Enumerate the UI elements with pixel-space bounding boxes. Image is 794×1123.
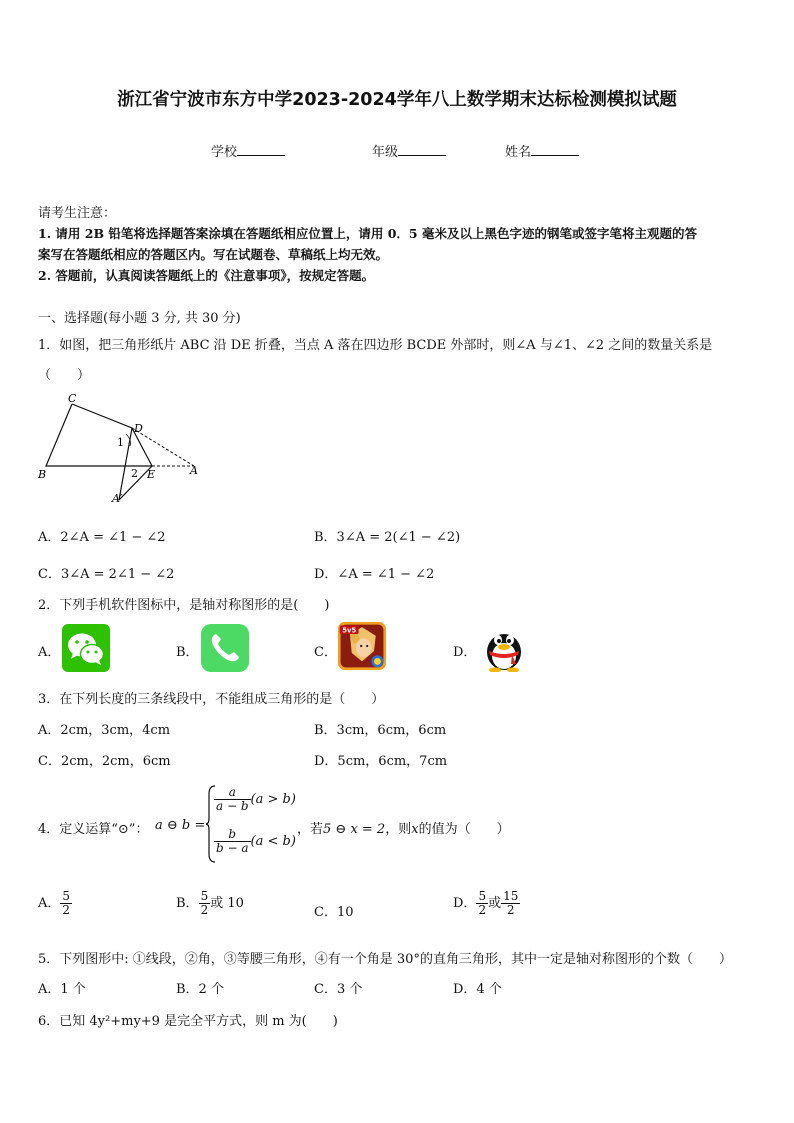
fig-label-a-prime: A′: [112, 492, 123, 505]
q2-option-c-label: C．: [314, 645, 337, 660]
fig-label-c: C: [68, 392, 77, 405]
notice-line-1b: 案写在答题纸相应的答题区内。写在试题卷、草稿纸上均无效。: [38, 247, 389, 262]
school-field: 学校: [211, 141, 285, 160]
fig-label-a: A: [190, 464, 198, 477]
q5-option-d: D．4 个: [453, 982, 502, 997]
q4-case-2: $\frac{b}{b - a}$ (a < b): [216, 827, 296, 855]
game-badge-text: 5v5: [342, 626, 357, 635]
q5-option-a: A．1 个: [38, 982, 86, 997]
fig-label-b: B: [38, 468, 47, 481]
fig-label-2: 2: [131, 467, 138, 480]
q5-option-b: B．2 个: [176, 982, 224, 997]
q1-option-b: B．3∠A = 2(∠1 − ∠2): [314, 530, 461, 545]
qq-penguin-icon: [480, 624, 528, 672]
q2-option-a-label: A．: [38, 645, 61, 660]
q2-option-b-label: B．: [176, 645, 199, 660]
q1-paren: （ ）: [38, 368, 91, 383]
grade-field: 年级: [372, 141, 446, 160]
q3-option-a: A．2cm，3cm，4cm: [38, 723, 171, 738]
q3-option-b: B．3cm，6cm，6cm: [314, 723, 447, 738]
q1-stem: 1．如图，把三角形纸片 ABC 沿 DE 折叠，当点 A 落在四边形 BCDE 外部时，则∠A 与∠1、∠2 之间的数量关系是: [38, 338, 713, 353]
q4-option-d: D． $\frac{5}{2}$ 或 $\frac{15}{2}$: [453, 889, 519, 917]
q4-expression: a ⊖ b =: [155, 818, 206, 833]
fig-label-1: 1: [117, 436, 124, 449]
q4-case-1: $\frac{a}{a - b}$ (a > b): [216, 785, 296, 813]
q1-figure: [34, 390, 204, 510]
q4-option-b: B． $\frac{5}{2}$ 或 10: [176, 889, 244, 917]
q1-option-c: C．3∠A = 2∠1 − ∠2: [38, 567, 175, 582]
fig-label-d: D: [134, 422, 143, 435]
fig-label-e: E: [147, 468, 156, 481]
q4-lead: 4．定义运算“⊙”：: [38, 822, 149, 837]
game-icon: [338, 622, 386, 670]
q2-stem: 2．下列手机软件图标中，是轴对称图形的是( ): [38, 598, 330, 613]
notice-line-2: 2. 答题前，认真阅读答题纸上的《注意事项》，按规定答题。: [38, 268, 375, 283]
q3-stem: 3．在下列长度的三条线段中，不能组成三角形的是（ ）: [38, 692, 385, 707]
q3-option-c: C．2cm，2cm，6cm: [38, 754, 171, 769]
q6-stem: 6．已知 4y²+my+9 是完全平方式，则 m 为( ): [38, 1014, 338, 1029]
phone-icon: [201, 624, 249, 672]
q1-option-d: D．∠A = ∠1 − ∠2: [314, 567, 435, 582]
notice-line-1a: 1. 请用 2B 铅笔将选择题答案涂填在答题纸相应位置上，请用 0．5 毫米及以上黑色字迹的钢笔或签字笔将主观题的答: [38, 226, 697, 241]
q1-option-a: A．2∠A = ∠1 − ∠2: [38, 530, 166, 545]
q5-stem: 5．下列图形中: ①线段，②角，③等腰三角形，④有一个角是 30°的直角三角形，其中一定是轴对称图形的个数（ ）: [38, 952, 732, 967]
q3-option-d: D．5cm，6cm，7cm: [314, 754, 448, 769]
wechat-icon: [62, 624, 110, 672]
q2-option-d-label: D．: [453, 645, 477, 660]
page-title: 浙江省宁波市东方中学2023-2024学年八上数学期末达标检测模拟试题: [117, 90, 677, 110]
q4-option-c: C．10: [314, 905, 354, 920]
q4-tail: ，若5 ⊖ x = 2，则x的值为（ ）: [297, 822, 510, 837]
section-heading: 一、选择题(每小题 3 分, 共 30 分): [38, 311, 241, 326]
name-field: 姓名: [505, 141, 579, 160]
q4-option-a: A． $\frac{5}{2}$: [38, 889, 71, 917]
notice-heading: 请考生注意：: [38, 206, 117, 221]
q5-option-c: C．3 个: [314, 982, 363, 997]
